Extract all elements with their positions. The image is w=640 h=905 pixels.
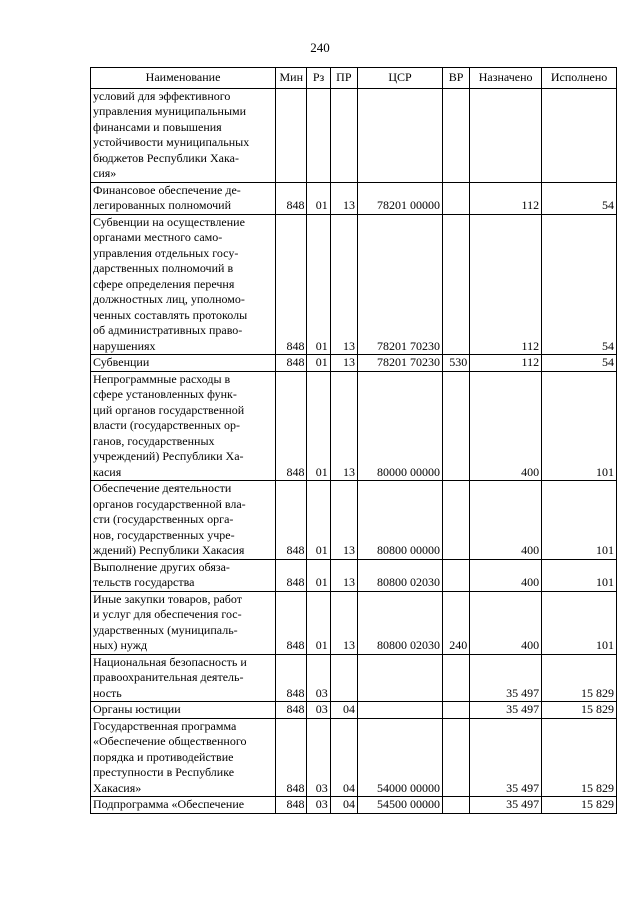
row-min: 848 bbox=[276, 702, 307, 719]
row-min: 848 bbox=[276, 654, 307, 702]
table-row bbox=[91, 481, 617, 560]
row-csr: 80800 00000 bbox=[358, 481, 443, 560]
row-csr: 78201 00000 bbox=[358, 182, 443, 214]
table-row bbox=[91, 88, 617, 182]
row-csr: 78201 70230 bbox=[358, 214, 443, 355]
header-executed: Исполнено bbox=[542, 68, 617, 89]
row-executed: 101 bbox=[542, 481, 617, 560]
header-rz: Рз bbox=[307, 68, 330, 89]
row-rz: 01 bbox=[307, 371, 330, 481]
row-name: Обеспечение деятельности органов государственной вла- сти (государственных орга- нов, государственных учре- ждений) Республики Хакасия bbox=[91, 481, 276, 560]
row-assigned: 112 bbox=[470, 355, 542, 372]
row-csr bbox=[358, 654, 443, 702]
row-rz: 01 bbox=[307, 214, 330, 355]
row-assigned: 35 497 bbox=[470, 718, 542, 797]
table-header-row bbox=[91, 68, 617, 89]
table-row bbox=[91, 355, 617, 372]
row-executed bbox=[542, 88, 617, 182]
row-executed: 15 829 bbox=[542, 702, 617, 719]
row-executed: 54 bbox=[542, 214, 617, 355]
row-assigned: 35 497 bbox=[470, 797, 542, 814]
row-vr bbox=[442, 718, 469, 797]
table-row bbox=[91, 214, 617, 355]
row-executed: 15 829 bbox=[542, 797, 617, 814]
row-min: 848 bbox=[276, 481, 307, 560]
table-row bbox=[91, 654, 617, 702]
row-rz: 01 bbox=[307, 559, 330, 591]
row-min: 848 bbox=[276, 591, 307, 654]
header-name: Наименование bbox=[91, 68, 276, 89]
row-pr: 13 bbox=[330, 182, 357, 214]
row-pr: 04 bbox=[330, 718, 357, 797]
row-min: 848 bbox=[276, 797, 307, 814]
row-vr: 530 bbox=[442, 355, 469, 372]
row-csr: 80000 00000 bbox=[358, 371, 443, 481]
row-csr: 78201 70230 bbox=[358, 355, 443, 372]
row-name: Государственная программа «Обеспечение общественного порядка и противодействие преступности в Республике Хакасия» bbox=[91, 718, 276, 797]
table-row bbox=[91, 797, 617, 814]
row-name: условий для эффективного управления муниципальными финансами и повышения устойчивости муниципальных бюджетов Республики Хака- сия» bbox=[91, 88, 276, 182]
row-vr bbox=[442, 182, 469, 214]
row-assigned: 35 497 bbox=[470, 654, 542, 702]
row-csr bbox=[358, 702, 443, 719]
page-number: 240 bbox=[310, 40, 330, 55]
row-rz: 03 bbox=[307, 797, 330, 814]
row-executed: 101 bbox=[542, 591, 617, 654]
budget-table bbox=[90, 67, 617, 814]
row-pr bbox=[330, 88, 357, 182]
row-pr bbox=[330, 654, 357, 702]
row-pr: 13 bbox=[330, 559, 357, 591]
row-vr bbox=[442, 371, 469, 481]
row-assigned: 35 497 bbox=[470, 702, 542, 719]
row-vr bbox=[442, 88, 469, 182]
row-name: Органы юстиции bbox=[91, 702, 276, 719]
row-vr bbox=[442, 797, 469, 814]
row-executed: 15 829 bbox=[542, 654, 617, 702]
row-executed: 54 bbox=[542, 355, 617, 372]
row-vr bbox=[442, 559, 469, 591]
row-rz: 01 bbox=[307, 355, 330, 372]
row-pr: 13 bbox=[330, 371, 357, 481]
row-csr: 54000 00000 bbox=[358, 718, 443, 797]
row-rz: 01 bbox=[307, 182, 330, 214]
row-name: Выполнение других обяза- тельств государства bbox=[91, 559, 276, 591]
row-csr: 80800 02030 bbox=[358, 559, 443, 591]
row-name: Субвенции bbox=[91, 355, 276, 372]
row-assigned: 400 bbox=[470, 371, 542, 481]
table-row bbox=[91, 182, 617, 214]
row-pr: 13 bbox=[330, 481, 357, 560]
row-assigned: 400 bbox=[470, 591, 542, 654]
row-pr: 04 bbox=[330, 797, 357, 814]
row-rz: 03 bbox=[307, 718, 330, 797]
header-csr: ЦСР bbox=[358, 68, 443, 89]
row-csr bbox=[358, 88, 443, 182]
row-assigned bbox=[470, 88, 542, 182]
row-rz: 03 bbox=[307, 702, 330, 719]
row-assigned: 112 bbox=[470, 214, 542, 355]
row-csr: 80800 02030 bbox=[358, 591, 443, 654]
row-csr: 54500 00000 bbox=[358, 797, 443, 814]
row-name: Подпрограмма «Обеспечение bbox=[91, 797, 276, 814]
row-rz: 01 bbox=[307, 591, 330, 654]
row-rz: 03 bbox=[307, 654, 330, 702]
row-vr bbox=[442, 481, 469, 560]
table-row bbox=[91, 702, 617, 719]
row-min: 848 bbox=[276, 182, 307, 214]
row-min: 848 bbox=[276, 718, 307, 797]
row-pr: 13 bbox=[330, 591, 357, 654]
row-rz: 01 bbox=[307, 481, 330, 560]
row-executed: 54 bbox=[542, 182, 617, 214]
row-name: Непрограммные расходы в сфере установленных функ- ций органов государственной власти (государственных ор- ганов, государственных учреждений) Республики Ха- касия bbox=[91, 371, 276, 481]
row-vr bbox=[442, 654, 469, 702]
row-assigned: 400 bbox=[470, 481, 542, 560]
row-vr bbox=[442, 214, 469, 355]
header-vr: ВР bbox=[442, 68, 469, 89]
row-pr: 13 bbox=[330, 214, 357, 355]
table-row bbox=[91, 559, 617, 591]
row-min: 848 bbox=[276, 214, 307, 355]
row-name: Финансовое обеспечение де- легированных полномочий bbox=[91, 182, 276, 214]
row-executed: 101 bbox=[542, 371, 617, 481]
row-vr: 240 bbox=[442, 591, 469, 654]
row-assigned: 400 bbox=[470, 559, 542, 591]
row-min: 848 bbox=[276, 559, 307, 591]
row-assigned: 112 bbox=[470, 182, 542, 214]
row-name: Иные закупки товаров, работ и услуг для обеспечения гос- ударственных (муниципаль- ных) нужд bbox=[91, 591, 276, 654]
header-min: Мин bbox=[276, 68, 307, 89]
row-pr: 13 bbox=[330, 355, 357, 372]
table-row bbox=[91, 718, 617, 797]
row-min: 848 bbox=[276, 371, 307, 481]
row-executed: 15 829 bbox=[542, 718, 617, 797]
header-pr: ПР bbox=[330, 68, 357, 89]
table-row bbox=[91, 371, 617, 481]
row-name: Национальная безопасность и правоохранительная деятель- ность bbox=[91, 654, 276, 702]
row-executed: 101 bbox=[542, 559, 617, 591]
table-row bbox=[91, 591, 617, 654]
row-name: Субвенции на осуществление органами местного само- управления отдельных госу- дарственных полномочий в сфере определения перечня должностных лиц, уполномо- ченных составлять протоколы об административных право- нарушениях bbox=[91, 214, 276, 355]
row-rz bbox=[307, 88, 330, 182]
row-pr: 04 bbox=[330, 702, 357, 719]
row-vr bbox=[442, 702, 469, 719]
row-min bbox=[276, 88, 307, 182]
row-min: 848 bbox=[276, 355, 307, 372]
header-assigned: Назначено bbox=[470, 68, 542, 89]
